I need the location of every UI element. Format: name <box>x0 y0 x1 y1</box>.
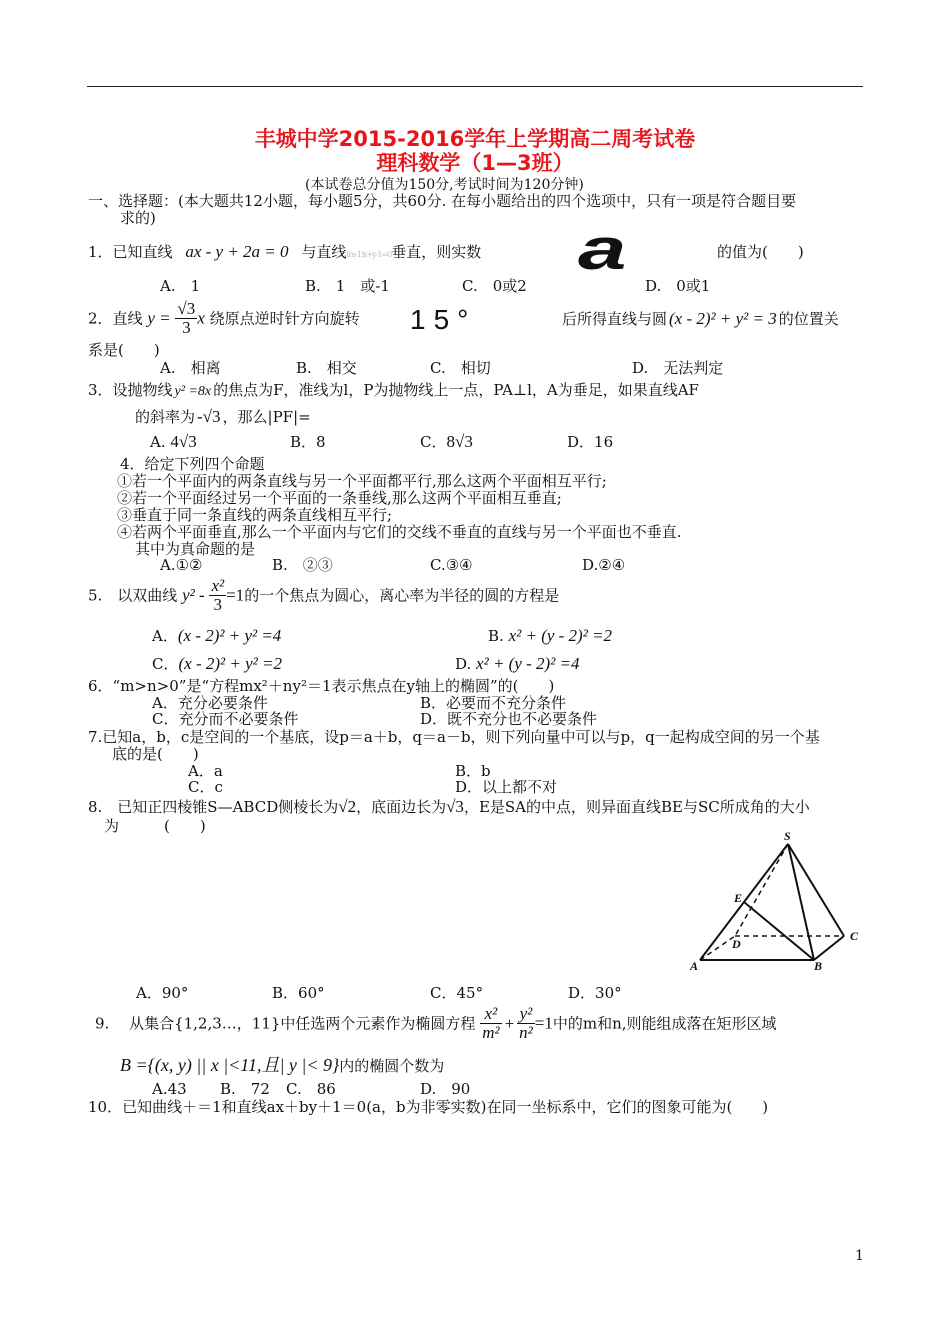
q2-stem-post: 后所得直线与圆 (x - 2)² + y² = 3 的位置关 <box>562 309 839 328</box>
q2-option-d: D. 无法判定 <box>632 359 724 377</box>
q7-stem: 7.已知a，b，c是空间的一个基底，设p＝a＋b，q＝a－b，则下列向量中可以与p，q一起构成空间的另一个基 <box>88 728 820 746</box>
q8-option-d: D．30° <box>568 984 622 1002</box>
section-heading-cont: 求的) <box>120 209 156 227</box>
label-E: E <box>734 891 743 905</box>
q9-option-a: A.43 <box>152 1080 187 1098</box>
q1-option-b: B. 1 或-1 <box>305 277 390 295</box>
q3-stem-cont: 的斜率为 -√3 ，那么|PF|= <box>135 407 311 426</box>
q3-stem: 3．设抛物线 y² =8x 的焦点为F，准线为l，P为抛物线上一点，PA⊥l，A为垂足，如果直线AF <box>88 381 699 399</box>
q7-option-a: A．a <box>188 762 223 780</box>
q5-stem: 5. 以双曲线 y² - $\frac{\text{x²}}{3}$ =1的一个焦点为圆心，离心率为半径的圆的方程是 <box>88 576 560 614</box>
label-B: B <box>814 959 823 973</box>
edge-AD <box>700 936 735 960</box>
label-C: C <box>850 929 859 943</box>
q1-option-a: A. 1 <box>160 277 201 295</box>
exam-subject: 理科数学（1—3班） <box>376 151 574 175</box>
q4-option-b: B. ②③ <box>272 556 333 574</box>
q1-big-a: a <box>578 217 627 282</box>
q4-option-c: C.③④ <box>430 556 473 574</box>
q5-fraction: $\frac{\text{x²}}{3}$ <box>211 576 225 614</box>
q2-stem: 2．直线 y = $\frac{√3}{3}$ x 绕原点逆时针方向旋转 <box>88 299 360 337</box>
q1-tail: 的值为( ) <box>717 243 804 261</box>
pyramid-figure <box>680 828 870 976</box>
q9-option-c: C. 86 <box>286 1080 336 1098</box>
q8-option-c: C．45° <box>430 984 484 1002</box>
q1-stem: 1．已知直线 ax - y + 2a = 0 与直线(m-1)x+y-1=0垂直，则实数 <box>88 242 482 261</box>
q9-option-d: D. 90 <box>420 1080 471 1098</box>
q3-option-a: A. 4√3 <box>150 432 197 451</box>
q4-option-a: A.①② <box>160 556 203 574</box>
label-A: A <box>690 959 699 973</box>
edge-SD <box>735 844 788 936</box>
q5-option-c: C．(x - 2)² + y² =2 <box>152 654 282 673</box>
exam-title: 丰城中学2015-2016学年上学期高二周考试卷 <box>254 127 696 151</box>
q2-stem-cont: 系是( ) <box>88 341 160 359</box>
page-number: 1 <box>855 1248 864 1264</box>
edge-BC <box>814 936 844 960</box>
q4-item-2: ②若一个平面经过另一个平面的一条垂线,那么这两个平面相互垂直; <box>117 489 562 507</box>
label-D: D <box>732 937 741 951</box>
q2-angle: 15° <box>410 304 477 335</box>
q7-option-c: C．c <box>188 778 223 796</box>
q2-option-a: A. 相离 <box>160 359 221 377</box>
q5-option-b: B. x² + (y - 2)² =2 <box>488 626 613 645</box>
q8-stem: 8. 已知正四棱锥S—ABCD侧棱长为√2，底面边长为√3，E是SA的中点，则异面直线BE与SC所成角的大小 <box>88 797 810 816</box>
q5-option-a: A．(x - 2)² + y² =4 <box>152 626 282 645</box>
q1-equation: ax - y + 2a = 0 <box>185 242 289 261</box>
q1-option-d: D. 0或1 <box>645 277 711 295</box>
q4-option-d: D.②④ <box>582 556 626 574</box>
q9-set-line: B ={(x, y) || x |<11,且| y |< 9}内的椭圆个数为 <box>120 1055 445 1075</box>
q6-option-b: B．必要而不充分条件 <box>420 694 567 712</box>
q3-option-c: C．8√3 <box>420 432 473 451</box>
q2-option-b: B. 相交 <box>296 359 357 377</box>
q9-fraction-x: $\frac{\text{x²}}{\text{m²}}$ <box>482 1004 500 1042</box>
q8-stem-cont: 为 ( ) <box>104 817 206 835</box>
q9-option-b: B. 72 <box>220 1080 270 1098</box>
q2-slope-fraction: $\frac{√3}{3}$ <box>177 299 196 337</box>
q3-option-d: D．16 <box>567 433 614 451</box>
edge-SC <box>788 844 844 936</box>
q1-blurred-equation: (m-1)x+y-1=0 <box>346 250 392 259</box>
q8-option-b: B．60° <box>272 984 325 1002</box>
q6-stem: 6．“m>n>0”是“方程mx²＋ny²＝1表示焦点在y轴上的椭圆”的( ) <box>88 677 555 695</box>
q3-option-b: B．8 <box>290 433 326 451</box>
top-rule <box>87 86 863 87</box>
section-heading: 一、选择题：(本大题共12小题，每小题5分，共60分. 在每小题给出的四个选项中，只有一项是符合题目要 <box>88 192 797 210</box>
q2-option-c: C. 相切 <box>430 359 491 377</box>
q4-ask: 其中为真命题的是 <box>135 540 256 558</box>
q7-option-b: B．b <box>455 762 491 780</box>
q4-stem: 4．给定下列四个命题 <box>120 455 265 473</box>
q9-fraction-y: $\frac{\text{y²}}{\text{n²}}$ <box>519 1004 533 1042</box>
q7-stem-cont: 底的是( ) <box>112 745 199 763</box>
q4-item-4: ④若两个平面垂直,那么一个平面内与它们的交线不垂直的直线与另一个平面也不垂直. <box>117 523 682 541</box>
q4-item-3: ③垂直于同一条直线的两条直线相互平行; <box>117 506 393 524</box>
exam-info: (本试卷总分值为150分,考试时间为120分钟) <box>305 177 584 193</box>
q4-item-1: ①若一个平面内的两条直线与另一个平面都平行,那么这两个平面相互平行; <box>117 472 607 490</box>
q7-option-d: D．以上都不对 <box>455 778 558 796</box>
q8-option-a: A．90° <box>136 984 189 1002</box>
q6-option-c: C．充分而不必要条件 <box>152 710 299 728</box>
q9-stem: 9. 从集合{1,2,3…，11}中任选两个元素作为椭圆方程 $\frac{\text{x²}}{\text{m²}}$ + $\frac{\text{y²}}{\text{n²}}$ =1中的m和n,则能组成落在矩形区域 <box>95 1004 777 1042</box>
q10-stem: 10．已知曲线＋＝1和直线ax＋by＋1＝0(a，b为非零实数)在同一坐标系中，它们的图象可能为( ) <box>88 1098 769 1116</box>
q6-option-a: A．充分必要条件 <box>152 694 268 712</box>
q6-option-d: D．既不充分也不必要条件 <box>420 710 598 728</box>
q5-option-d: D. x² + (y - 2)² =4 <box>455 654 580 673</box>
q1-option-c: C. 0或2 <box>462 277 527 295</box>
label-S: S <box>784 829 791 843</box>
